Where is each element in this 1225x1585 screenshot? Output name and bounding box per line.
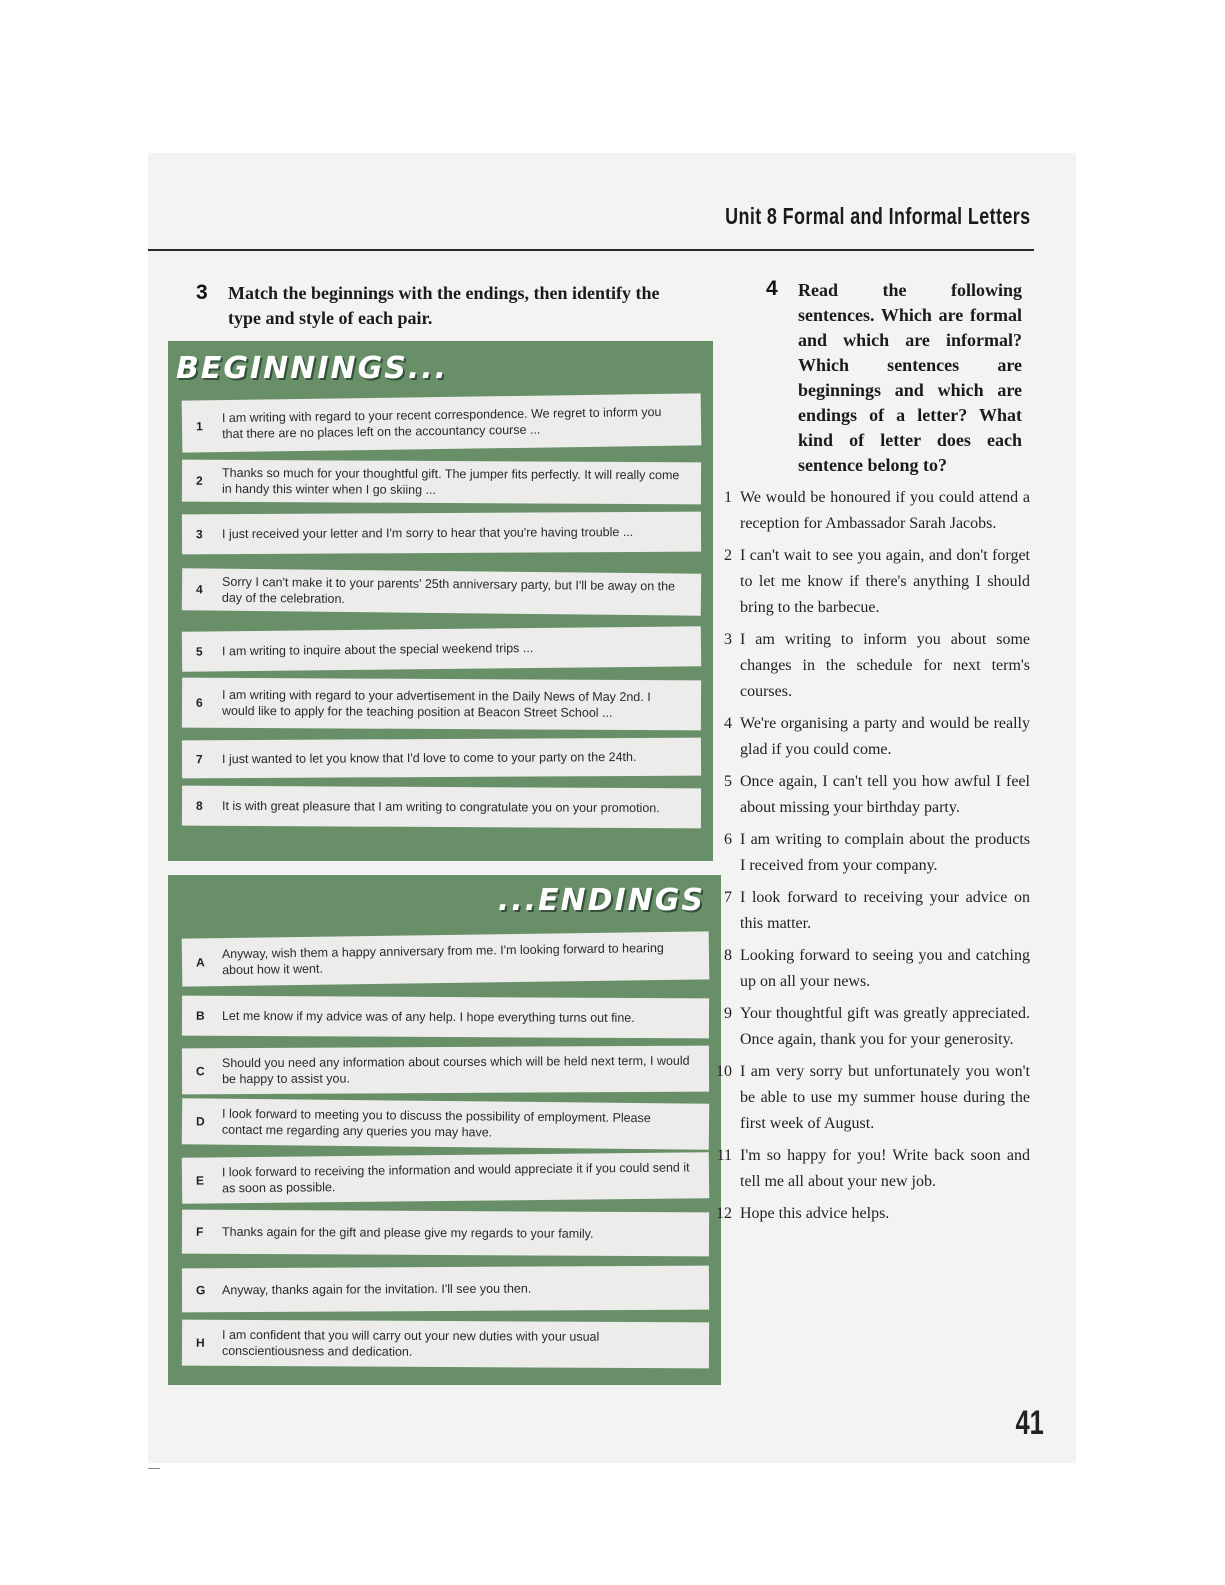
endings-item — [182, 931, 710, 986]
sentence-text: I can't wait to see you again, and don't forget to let me know if there's anything I should bring to the barbecue. — [740, 547, 1030, 616]
sentence-number: 8 — [724, 947, 732, 964]
item-label: 4 — [195, 582, 203, 597]
beginnings-panel — [168, 341, 713, 861]
sentence-number: 1 — [724, 489, 732, 506]
sentence-item — [724, 543, 1030, 621]
item-text: I look forward to meeting you to discuss the possibility of employment. Please contact me regarding any queries you may have. — [221, 1106, 651, 1140]
sentence-item — [716, 1201, 1030, 1227]
item-text: I just received your letter and I'm sorry to hear that you're having trouble ... — [221, 524, 634, 542]
sentence-number: 9 — [724, 1005, 732, 1022]
page-number: 41 — [1015, 1404, 1044, 1442]
sentence-list — [716, 485, 1030, 1233]
sentence-number: 6 — [724, 831, 732, 848]
sentence-number: 2 — [724, 547, 732, 564]
sentence-text: Looking forward to seeing you and catching up on all your news. — [740, 947, 1030, 990]
sentence-number: 10 — [716, 1063, 732, 1080]
beginnings-item — [182, 678, 701, 731]
beginnings-title: BEGINNINGS... — [176, 351, 449, 386]
scan-mark — [148, 1468, 160, 1469]
sentence-text: Hope this advice helps. — [740, 1205, 890, 1222]
item-label: H — [195, 1335, 205, 1350]
exercise-3-number: 3 — [196, 281, 208, 304]
sentence-text: We would be honoured if you could attend a reception for Ambassador Sarah Jacobs. — [740, 489, 1030, 532]
sentence-item — [724, 827, 1030, 879]
sentence-number: 5 — [724, 773, 732, 790]
endings-item — [182, 1152, 709, 1204]
sentence-item — [724, 711, 1030, 763]
item-text: I look forward to receiving the information and would appreciate it if you could send it as soon as possible. — [221, 1160, 690, 1196]
sentence-number: 7 — [724, 889, 732, 906]
sentence-item — [724, 627, 1030, 705]
exercise-4-instruction: Read the following sentences. Which are formal and which are informal? Which sentences are beginnings and which are endings of a letter? What kind of letter does each sentence belong to? — [798, 280, 1022, 475]
item-label: D — [195, 1114, 205, 1129]
item-text: I just wanted to let you know that I'd love to come to your party on the 24th. — [221, 749, 637, 767]
item-label: C — [195, 1064, 205, 1079]
item-label: 8 — [195, 798, 203, 813]
item-text: Thanks again for the gift and please give my regards to your family. — [221, 1224, 594, 1241]
endings-panel — [168, 875, 721, 1385]
unit-title: Unit 8 Formal and Informal Letters — [724, 203, 1030, 229]
endings-item — [182, 996, 709, 1039]
endings-item — [182, 1266, 709, 1313]
exercise-3-instruction: Match the beginnings with the endings, then identify the type and style of each pair. — [228, 283, 660, 328]
item-label: G — [195, 1283, 206, 1298]
item-text: It is with great pleasure that I am writing to congratulate you on your promotion. — [221, 798, 660, 816]
sentence-item — [724, 885, 1030, 937]
sentence-item — [724, 485, 1030, 537]
beginnings-item — [182, 626, 701, 671]
sentence-text: Once again, I can't tell you how awful I feel about missing your birthday party. — [740, 773, 1030, 816]
item-label: E — [195, 1173, 205, 1188]
sentence-item — [716, 1143, 1030, 1195]
item-label: 1 — [195, 419, 203, 434]
beginnings-item — [182, 512, 701, 555]
beginnings-item — [182, 786, 701, 829]
exercise-4-number: 4 — [766, 277, 778, 300]
item-label: B — [195, 1008, 205, 1023]
endings-item — [182, 1210, 709, 1257]
beginnings-item — [182, 460, 701, 505]
item-label: 3 — [195, 527, 203, 542]
item-text: Anyway, thanks again for the invitation. I'll see you then. — [221, 1281, 532, 1298]
sentence-number: 3 — [724, 631, 732, 648]
endings-item — [182, 1046, 709, 1095]
item-label: 5 — [195, 644, 203, 659]
sentence-text: I am writing to complain about the products I received from your company. — [740, 831, 1030, 874]
sentence-number: 11 — [716, 1147, 732, 1164]
sentence-number: 12 — [716, 1205, 732, 1222]
endings-title: ...ENDINGS — [497, 883, 705, 918]
sentence-text: I am very sorry but unfortunately you won't be able to use my summer house during the first week of August. — [740, 1063, 1030, 1132]
item-text: Anyway, wish them a happy anniversary from me. I'm looking forward to hearing about how it went. — [221, 940, 664, 978]
item-text: Let me know if my advice was of any help. I hope everything turns out fine. — [221, 1008, 635, 1025]
beginnings-item — [182, 568, 701, 615]
item-label: 7 — [195, 752, 203, 767]
item-text: Thanks so much for your thoughtful gift. The jumper fits perfectly. It will really come in handy this winter when I go skiing ... — [221, 465, 680, 497]
beginnings-item — [182, 393, 702, 452]
beginnings-item — [182, 738, 701, 779]
item-label: F — [195, 1224, 204, 1239]
item-label: 2 — [195, 473, 203, 488]
textbook-page — [148, 153, 1076, 1463]
item-text: I am writing with regard to your advertisement in the Daily News of May 2nd. I would like to apply for the teaching position at Beacon Street School ... — [221, 687, 651, 720]
sentence-text: Your thoughtful gift was greatly appreciated. Once again, thank you for your generosity. — [740, 1005, 1030, 1048]
header-divider — [148, 249, 1034, 251]
sentence-text: I'm so happy for you! Write back soon and tell me all about your new job. — [740, 1147, 1030, 1190]
sentence-item — [724, 943, 1030, 995]
sentence-number: 4 — [724, 715, 732, 732]
item-text: I am confident that you will carry out your new duties with your usual conscientiousness and dedication. — [221, 1327, 600, 1359]
endings-item — [182, 1320, 709, 1369]
sentence-item — [716, 1059, 1030, 1137]
item-text: I am writing with regard to your recent correspondence. We regret to inform you that there are no places left on the accountancy course ... — [221, 404, 662, 442]
item-text: Sorry I can't make it to your parents' 25th anniversary party, but I'll be away on the day of the celebration. — [221, 574, 676, 606]
item-text: Should you need any information about courses which will be held next term, I would be happy to assist you. — [221, 1053, 690, 1087]
sentence-text: We're organising a party and would be really glad if you could come. — [740, 715, 1030, 758]
item-label: A — [195, 955, 205, 970]
sentence-text: I am writing to inform you about some changes in the schedule for next term's courses. — [740, 631, 1030, 700]
sentence-item — [724, 769, 1030, 821]
item-text: I am writing to inquire about the special weekend trips ... — [221, 641, 534, 659]
sentence-text: I look forward to receiving your advice on this matter. — [740, 889, 1030, 932]
item-label: 6 — [195, 695, 203, 710]
sentence-item — [724, 1001, 1030, 1053]
endings-item — [182, 1098, 709, 1150]
